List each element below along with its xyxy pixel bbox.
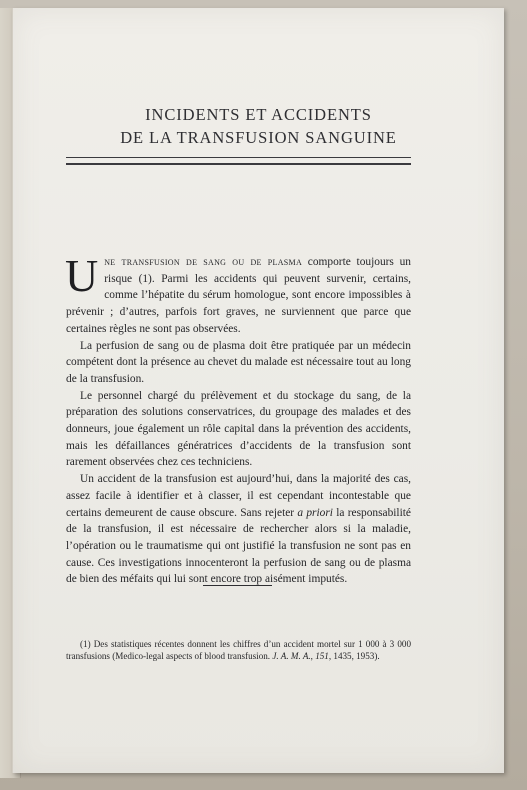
paragraph-4-text-b: la responsabilité de la transfusion, il est nécessaire de rechercher alors si la maladie, l’opération ou le traumatisme qui ont justifié la transfusion ne sont pas en cause. Ces investigations innocenteront la perfusion de sang ou de plasma de bien des méfaits qui lui sont encore trop aisément imputés.	[66, 506, 411, 586]
book-page	[12, 8, 504, 773]
footnote-text-c: , 1435, 1953).	[328, 651, 380, 662]
footnote-text	[66, 638, 411, 662]
paragraph-3: Le personnel chargé du prélèvement et du stockage du sang, de la préparation des solutions conservatrices, du groupage des malades et des donneurs, joue également un rôle capital dans la prévention des accidents, mais les défaillances génératrices d’accidents de la transfusion sont rarement observées chez ces techniciens.	[66, 389, 411, 469]
title-double-rule	[66, 157, 411, 165]
paragraph-1-text: comporte toujours un risque (1). Parmi les accidents qui peuvent survenir, certains, comme l’hépatite du sérum homologue, sont encore impossibles à prévenir ; d’autres, parfois fort graves, ne surviennent que parce que certaines règles ne sont pas observées.	[66, 256, 411, 335]
paragraph-4-text-a: Un accident de la transfusion est aujourd’hui, dans la majorité des cas, assez facile à identifier et à classer, il est cependant incontestable que certains demeurent de cause obscure. Sans rejeter	[66, 473, 411, 519]
paragraph-4	[66, 471, 411, 588]
footnote	[66, 638, 411, 662]
paragraph-2: La perfusion de sang ou de plasma doit être pratiquée par un médecin compétent dont la présence au chevet du malade est nécessaire tout au long de la transfusion.	[66, 339, 411, 385]
section-end-rule	[203, 585, 272, 586]
paragraph-1	[65, 250, 411, 338]
paragraph-1-lead: ne transfusion de sang ou de plasma	[104, 256, 303, 268]
paragraph-4-italic: a priori	[297, 506, 333, 519]
chapter-title-line-2: DE LA TRANSFUSION SANGUINE	[120, 128, 397, 147]
footnote-journal: J. A. M. A.	[272, 651, 311, 662]
drop-cap: U	[65, 250, 99, 301]
footnote-text-a: (1) Des statistiques récentes donnent les chiffres d’un accident mortel sur 1 000 à 3 000 transfusions (Medico-legal aspects of blood transfusion.	[66, 639, 411, 662]
footnote-text-b: ,	[310, 651, 316, 662]
chapter-title-line-1: INCIDENTS ET ACCIDENTS	[145, 105, 372, 124]
footnote-volume: 151	[315, 651, 329, 662]
main-text	[65, 250, 411, 588]
